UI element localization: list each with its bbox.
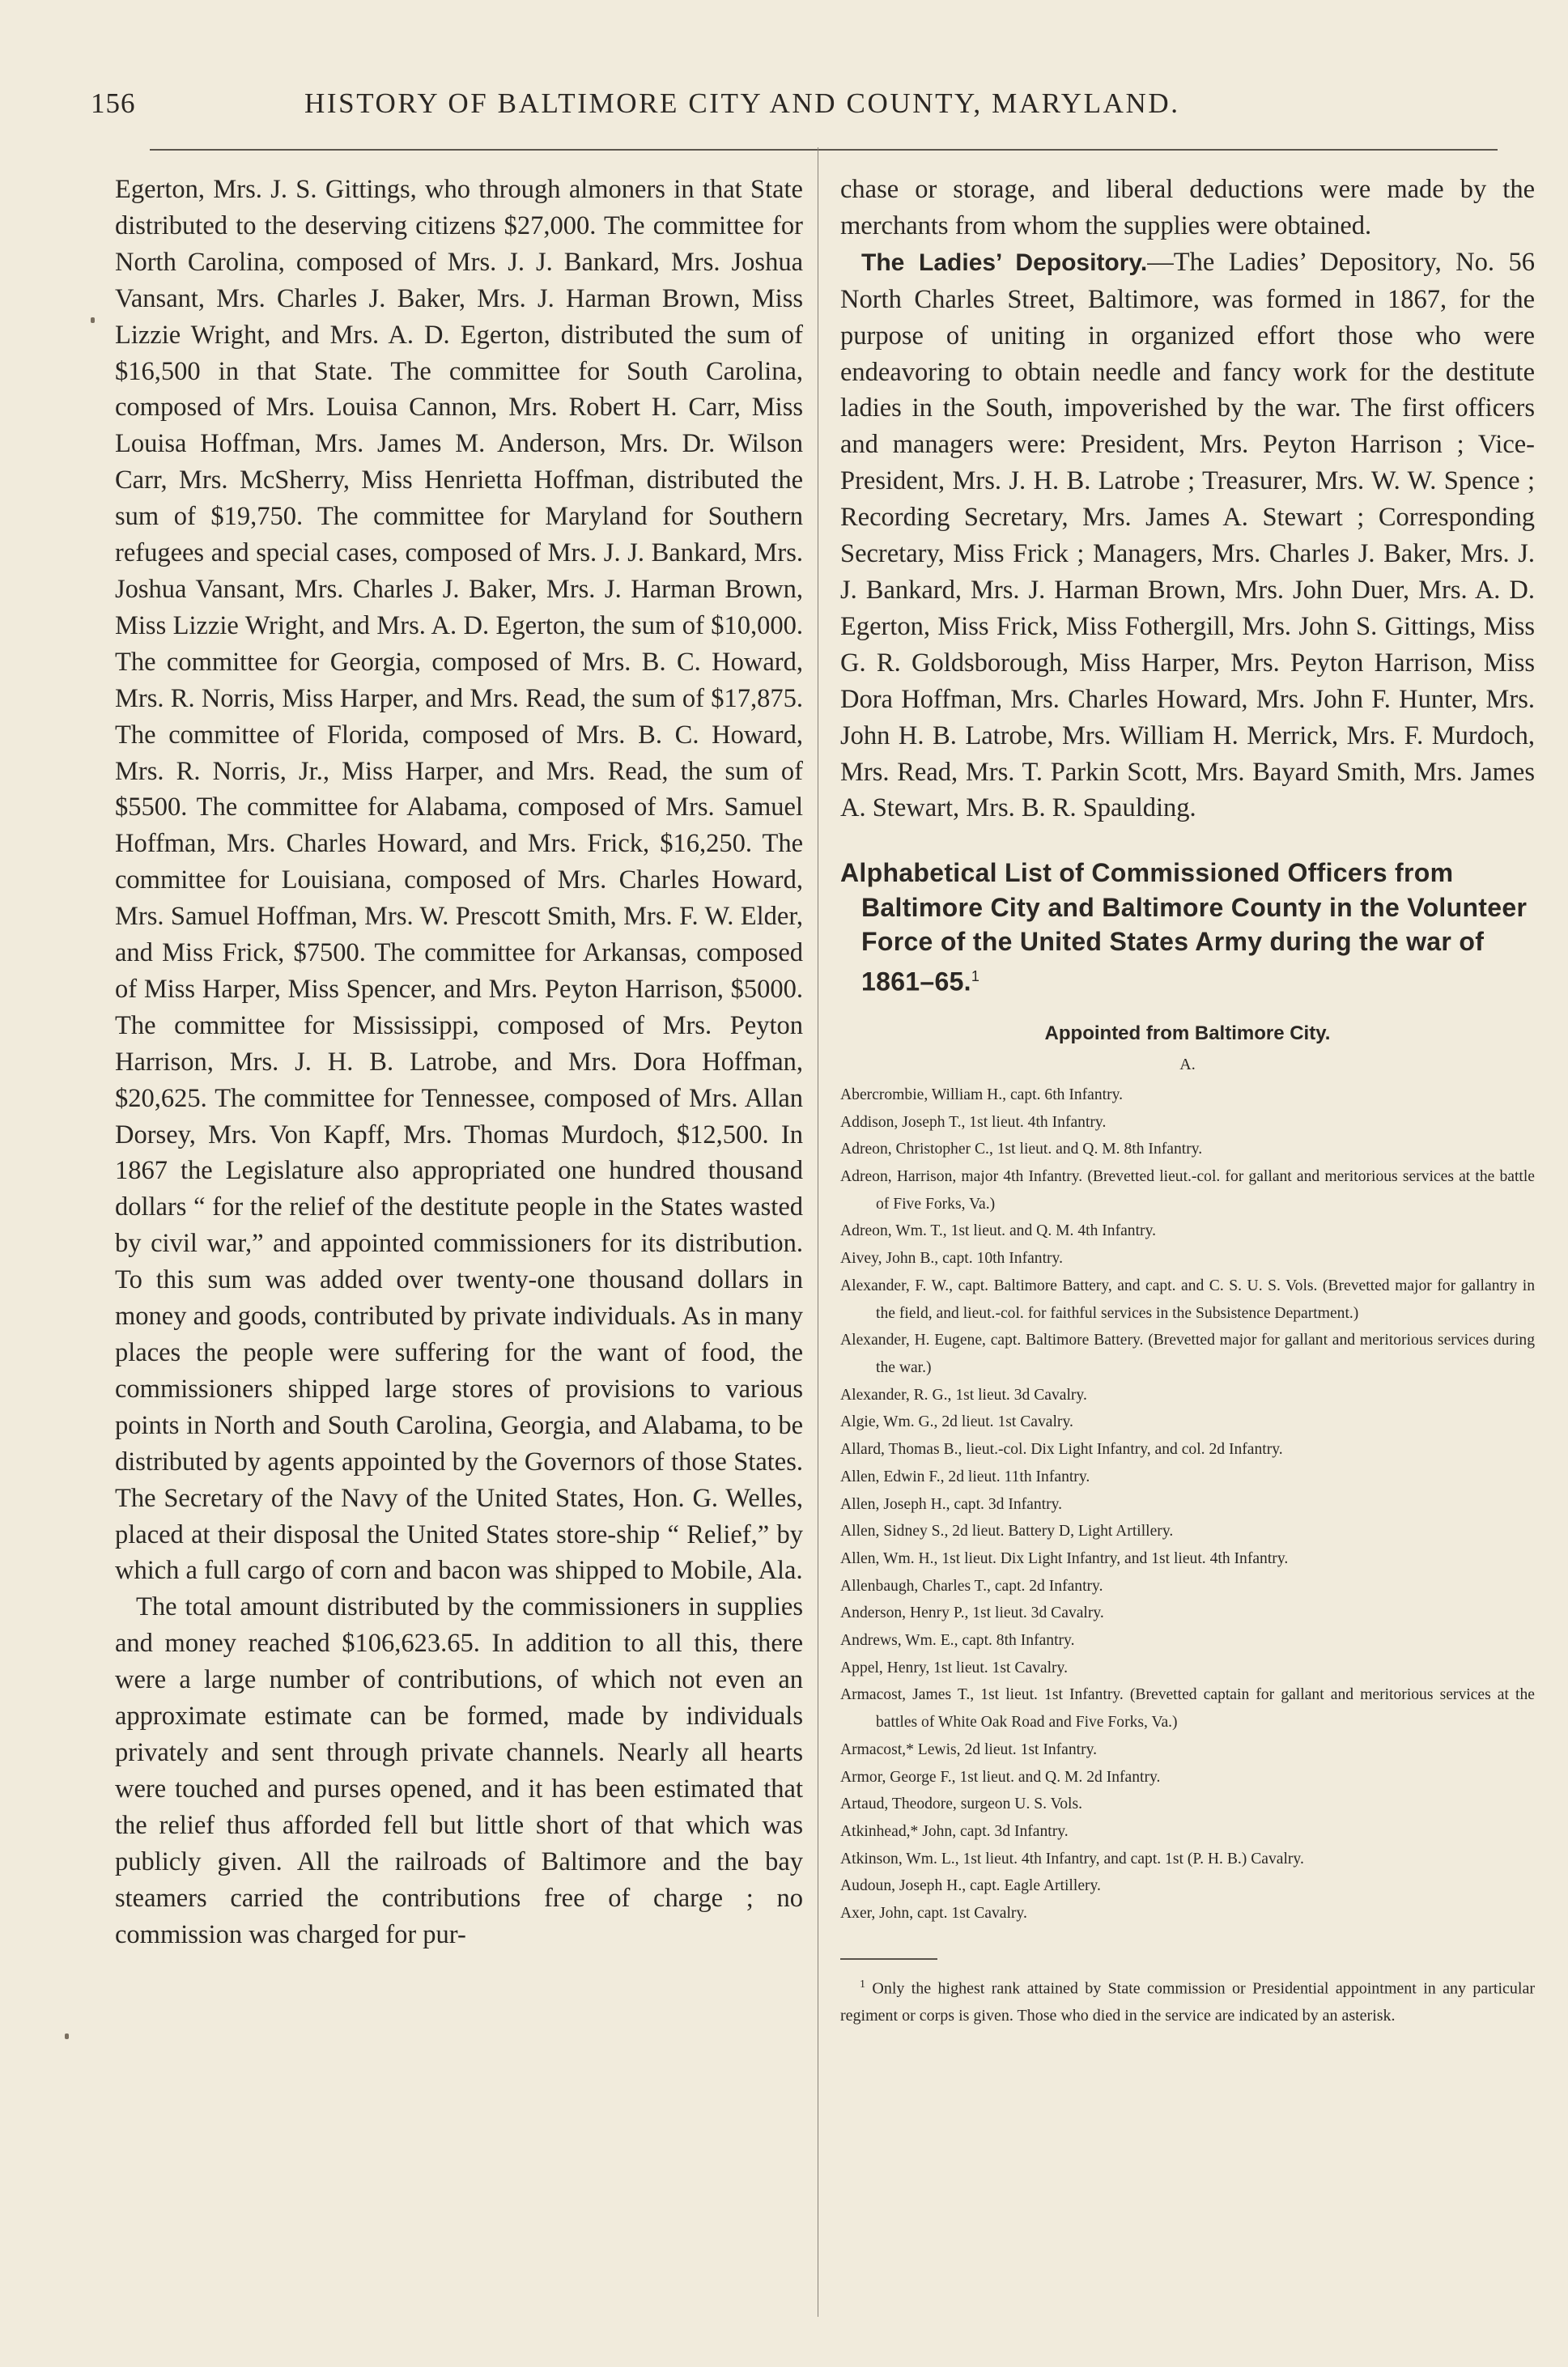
officers-list-heading [840,856,1535,999]
ladies-depository-text: —The Ladies’ Depository, No. 56 North Charles Street, Baltimore, was formed in 1867, for the purpose of uniting in organized effort those who were endeavoring to obtain needle and fancy work for the destitute ladies in the South, impoverished by the war. The first officers and managers were: President, Mrs. Peyton Harrison ; Vice-President, Mrs. J. H. B. Latrobe ; Treasurer, Mrs. W. W. Spence ; Recording Secretary, Mrs. James A. Stewart ; Corresponding Secretary, Miss Frick ; Managers, Mrs. Charles J. Baker, Mrs. J. J. Bankard, Mrs. J. Harman Brown, Mrs. John Duer, Mrs. A. D. Egerton, Miss Frick, Miss Fothergill, Mrs. John S. Gittings, Miss G. R. Goldsborough, Miss Harper, Mrs. Peyton Harrison, Miss Dora Hoffman, Mrs. Charles Howard, Mrs. John F. Hunter, Mrs. John H. B. Latrobe, Mrs. William H. Merrick, Mrs. F. Murdoch, Mrs. Read, Mrs. T. Parkin Scott, Mrs. Bayard Smith, Mrs. James A. Stewart, Mrs. B. R. Spaulding. [840,247,1535,823]
officer-entry: Allen, Wm. H., 1st lieut. Dix Light Infantry, and 1st lieut. 4th Infantry. [840,1549,1289,1567]
officer-entry: Abercrombie, William H., capt. 6th Infantry. [840,1086,1124,1103]
officer-entry: Allen, Joseph H., capt. 3d Infantry. [840,1495,1063,1513]
left-column [115,172,803,1953]
officer-entry: Allen, Sidney S., 2d lieut. Battery D, Light Artillery. [840,1523,1174,1540]
footnote-marker: 1 [860,1978,865,1991]
officer-entry: Axer, John, capt. 1st Cavalry. [840,1905,1027,1923]
officer-entry: Anderson, Henry P., 1st lieut. 3d Cavalry. [840,1604,1104,1622]
officer-entry: Alexander, H. Eugene, capt. Baltimore Battery. (Brevetted major for gallant and meritorious services during the war.) [840,1332,1535,1376]
officers-list-title: Alphabetical List of Commissioned Officers from Baltimore City and Baltimore County in the Volunteer Force of the United States Army during the war of 1861–65. [840,858,1528,997]
officer-entry: Addison, Joseph T., 1st lieut. 4th Infantry. [840,1113,1107,1131]
officer-entry: Atkinson, Wm. L., 1st lieut. 4th Infantry, and capt. 1st (P. H. B.) Cavalry. [840,1850,1304,1868]
officer-entry: Adreon, Wm. T., 1st lieut. and Q. M. 4th Infantry. [840,1222,1156,1240]
officer-entry: Artaud, Theodore, surgeon U. S. Vols. [840,1795,1082,1813]
running-header [91,87,1483,128]
officer-entry: Alexander, F. W., capt. Baltimore Battery, and capt. and C. S. U. S. Vols. (Brevetted major for gallantry in the field, and lieut.-col. for faithful services in the Subsistence Department.) [840,1277,1535,1322]
officer-entry: Adreon, Christopher C., 1st lieut. and Q. M. 8th Infantry. [840,1141,1203,1158]
ladies-depository-paragraph [840,244,1535,827]
officer-entry: Audoun, Joseph H., capt. Eagle Artillery. [840,1877,1101,1895]
officer-entry: Adreon, Harrison, major 4th Infantry. (Brevetted lieut.-col. for gallant and meritorious services at the battle of Five Forks, Va.) [840,1168,1535,1213]
officer-entry: Algie, Wm. G., 2d lieut. 1st Cavalry. [840,1413,1073,1431]
appointed-city-subheading: Appointed from Baltimore City. [1044,1022,1331,1044]
page-number: 156 [91,87,136,119]
officer-entry: Allen, Edwin F., 2d lieut. 11th Infantry. [840,1468,1090,1485]
officer-entry: Allard, Thomas B., lieut.-col. Dix Light Infantry, and col. 2d Infantry. [840,1441,1283,1459]
print-speck [91,317,95,323]
footnote-rule [840,1958,937,1960]
continued-paragraph: chase or storage, and liberal deductions were made by the merchants from whom the supplies were obtained. [840,175,1535,240]
running-title: HISTORY OF BALTIMORE CITY AND COUNTY, MARYLAND. [304,87,1180,119]
officer-entry: Armacost,* Lewis, 2d lieut. 1st Infantry. [840,1740,1098,1758]
relief-committees-paragraph: Egerton, Mrs. J. S. Gittings, who through almoners in that State distributed to the deserving citizens $27,000. The committee for North Carolina, composed of Mrs. J. J. Bankard, Mrs. Joshua Vansant, Mrs. Charles J. Baker, Mrs. J. Harman Brown, Miss Lizzie Wright, and Mrs. A. D. Egerton, distributed the sum of $16,500 in that State. The committee for South Carolina, composed of Mrs. Louisa Cannon, Mrs. Robert H. Carr, Miss Louisa Hoffman, Mrs. James M. Anderson, Mrs. Dr. Wilson Carr, Mrs. McSherry, Miss Henrietta Hoffman, distributed the sum of $19,750. The committee for Maryland for Southern refugees and special cases, composed of Mrs. J. J. Bankard, Mrs. Joshua Vansant, Mrs. Charles J. Baker, Mrs. J. Harman Brown, Miss Lizzie Wright, and Mrs. A. D. Egerton, the sum of $10,000. The committee for Georgia, composed of Mrs. B. C. Howard, Mrs. R. Norris, Miss Harper, and Mrs. Read, the sum of $17,875. The committee of Florida, composed of Mrs. B. C. Howard, Mrs. R. Norris, Jr., Miss Harper, and Mrs. Read, the sum of $5500. The committee for Alabama, composed of Mrs. Samuel Hoffman, Mrs. Charles Howard, and Mrs. Frick, $16,250. The committee for Louisiana, composed of Mrs. Charles Howard, Mrs. Samuel Hoffman, Mrs. W. Prescott Smith, Mrs. F. W. Elder, and Miss Frick, $7500. The committee for Arkansas, composed of Miss Harper, Miss Spencer, and Mrs. Peyton Harrison, $5000. The committee for Mississippi, composed of Mrs. Peyton Harrison, Mrs. J. H. B. Latrobe, and Mrs. Dora Hoffman, $20,625. The committee for Tennessee, composed of Mrs. Allan Dorsey, Mrs. Von Kapff, Mrs. Thomas Murdoch, $12,500. In 1867 the Legislature also appropriated one hundred thousand dollars “ for the relief of the destitute people in the States wasted by civil war,” and appointed commissioners for its distribution. To this sum was added over twenty-one thousand dollars in money and goods, contributed by private individuals. As in many places the people were suffering for the want of food, the commissioners shipped large stores of provisions to various points in North and South Carolina, Georgia, and Alabama, to be distributed by agents appointed by the Governors of those States. The Secretary of the Navy of the United States, Hon. G. Welles, placed at their disposal the United States store-ship “ Relief,” by which a full cargo of corn and bacon was shipped to Mobile, Ala. [115,175,803,1586]
officer-entry: Atkinhead,* John, capt. 3d Infantry. [840,1822,1069,1840]
relief-total-paragraph: The total amount distributed by the commissioners in supplies and money reached $106,623.65. In addition to all this, there were a large number of contributions, of which not even an approximate estimate can be formed, made by individuals privately and sent through private channels. Nearly all hearts were touched and purses opened, and it has been estimated that the relief thus afforded fell but little short of that which was publicly given. All the railroads of Baltimore and the bay steamers carried the contributions free of charge ; no commission was charged for pur- [115,1592,803,1949]
officer-entry: Armacost, James T., 1st lieut. 1st Infantry. (Brevetted captain for gallant and meritorious services at the battles of White Oak Road and Five Forks, Va.) [840,1686,1535,1732]
right-column [840,172,1535,2029]
print-speck [65,2033,69,2039]
letter-heading: A. [1179,1055,1196,1073]
footnote-reference: 1 [971,967,980,984]
officer-entry: Aivey, John B., capt. 10th Infantry. [840,1250,1063,1268]
footnote-text: Only the highest rank attained by State commission or Presidential appointment in any particular regiment or corps is given. Those who died in the service are indicated by an asterisk. [840,1979,1536,2025]
officer-entry: Appel, Henry, 1st lieut. 1st Cavalry. [840,1659,1068,1676]
footnote [840,1971,1535,2030]
officer-entry: Alexander, R. G., 1st lieut. 3d Cavalry. [840,1386,1087,1404]
officer-entry: Armor, George F., 1st lieut. and Q. M. 2d Infantry. [840,1768,1161,1786]
ladies-depository-heading: The Ladies’ Depository. [861,249,1148,276]
officer-list [840,1082,1535,1927]
officer-entry: Allenbaugh, Charles T., capt. 2d Infantry. [840,1577,1103,1595]
header-rule [150,149,1498,151]
officer-entry: Andrews, Wm. E., capt. 8th Infantry. [840,1632,1075,1650]
